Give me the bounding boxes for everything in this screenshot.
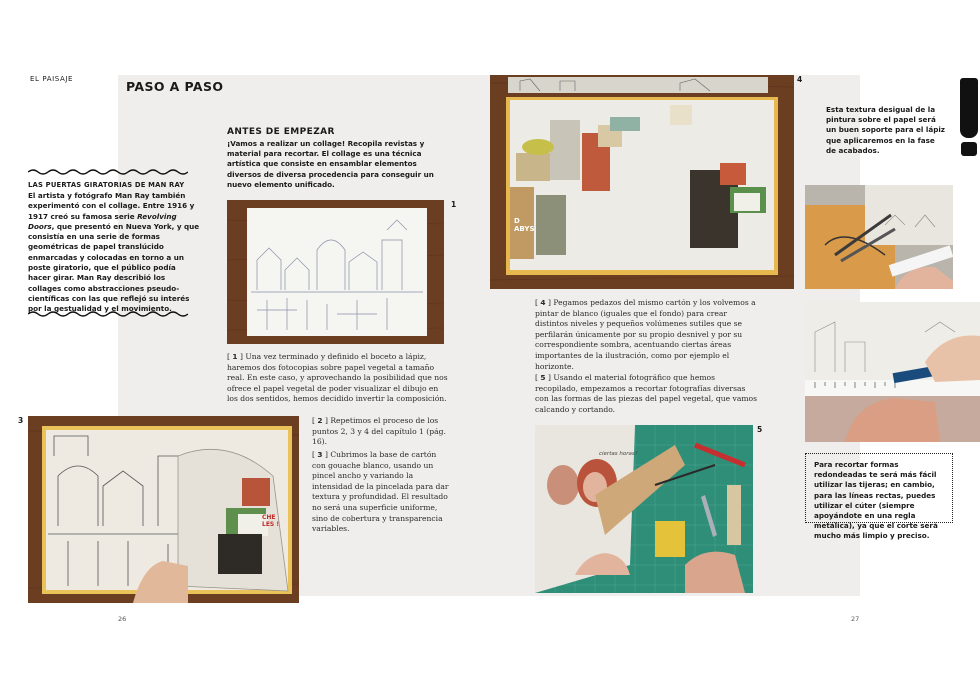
step-4: [ 4 ] Pegamos pedazos del mismo cartón y los volvemos a pintar de blanco (iguales que el fondo) para crear distintos niveles y pequeños volúmenes sutiles que se perfilarán únicamente por su propio desnivel y por su correspondiente sombra, acentuando ciertas áreas importantes de la ilustración, como por ejemplo el horizonte.: [535, 298, 756, 371]
section-header: EL PAISAJE: [30, 75, 74, 83]
page-number-right: 27: [851, 615, 860, 623]
page-title: PASO A PASO: [126, 79, 224, 94]
step-5: [ 5 ] Usando el material fotográfico que hemos recopilado, empezamos a recortar fotografías diversas con las formas de las piezas del papel vegetal, que vamos calcando y cortando.: [535, 373, 758, 414]
exclamation-icon: [960, 78, 978, 138]
step-1: [ 1 ] Una vez terminado y definido el boceto a lápiz, haremos dos fotocopias sobre papel vegetal a tamaño real. En este caso, y aprovechando la posibilidad que nos ofrece el papel vegetal de poder visualizar el dibujo en los dos sentidos, hemos decidido invertir la composición.: [227, 352, 448, 404]
magazine-headline: ciertas horas?: [599, 451, 638, 457]
sidebar-title: LAS PUERTAS GIRATORIAS DE MAN RAY: [28, 181, 185, 189]
photo-5-cutting-mat: [535, 425, 753, 593]
wavy-divider-top: [28, 168, 188, 176]
sidebar-italic-title: Revolving Doors: [28, 211, 177, 231]
exclamation-dot-icon: [961, 142, 977, 156]
sidebar-body: El artista y fotógrafo Man Ray también experimentó con el collage. Entre 1916 y 1917 creó su famosa serie Revolving Doors, que presentó en Nueva York, y que consistía en una serie de formas geométricas de papel translúcido enmarcadas y colocadas en torno a un poste giratorio, que el público podía hacer girar. Man Ray describió los collages como abstracciones pseudo-científicas con las que reflejó su interés por la gestualidad y el movimiento.: [28, 191, 200, 314]
step-2: [ 2 ] Repetimos el proceso de los puntos 2, 3 y 4 del capítulo 1 (pág. 16).: [312, 416, 446, 447]
collage-magazine-letters: D ABYS: [514, 217, 535, 233]
collage-label-text: CHE LES !: [262, 514, 280, 528]
page-number-left: 26: [118, 615, 127, 623]
figure-5-label: 5: [757, 425, 763, 434]
photo-cutter-ruler: [805, 302, 980, 442]
intro-text: ¡Vamos a realizar un collage! Recopila revistas y material para recortar. El collage es una técnica artística que consiste en ensamblar elementos diversos de diversa procedencia para conseguir un nuevo elemento unificado.: [227, 139, 434, 189]
figure-3-label: 3: [18, 416, 24, 425]
subtitle: ANTES DE EMPEZAR: [227, 127, 335, 137]
texture-note: Esta textura desigual de la pintura sobre el papel será un buen soporte para el lápiz que aplicaremos en la fase de acabados.: [826, 105, 945, 155]
photo-3-tracing-paper: [28, 416, 299, 603]
figure-1-label: 1: [451, 200, 457, 209]
wavy-divider-bottom: [28, 310, 188, 318]
photo-scissors-texture: [805, 185, 953, 289]
figure-4-label: 4: [797, 75, 803, 84]
tip-box: Para recortar formas redondeadas te será más fácil utilizar las tijeras; en cambio, para las líneas rectas, puedes utilizar el cúter (siempre apoyándote en una regla metálica), ya que el corte será mucho más limpio y preciso.: [805, 453, 953, 523]
photo-4-collage-board: [490, 75, 794, 289]
step-3: [ 3 ] Cubrimos la base de cartón con gouache blanco, usando un pincel ancho y variando la intensidad de la pincelada para dar textura y profundidad. El resultado no será una superficie uniforme, sino de cobertura y transparencia variables.: [312, 450, 449, 534]
photo-1-sketch-on-wood: [227, 200, 444, 344]
